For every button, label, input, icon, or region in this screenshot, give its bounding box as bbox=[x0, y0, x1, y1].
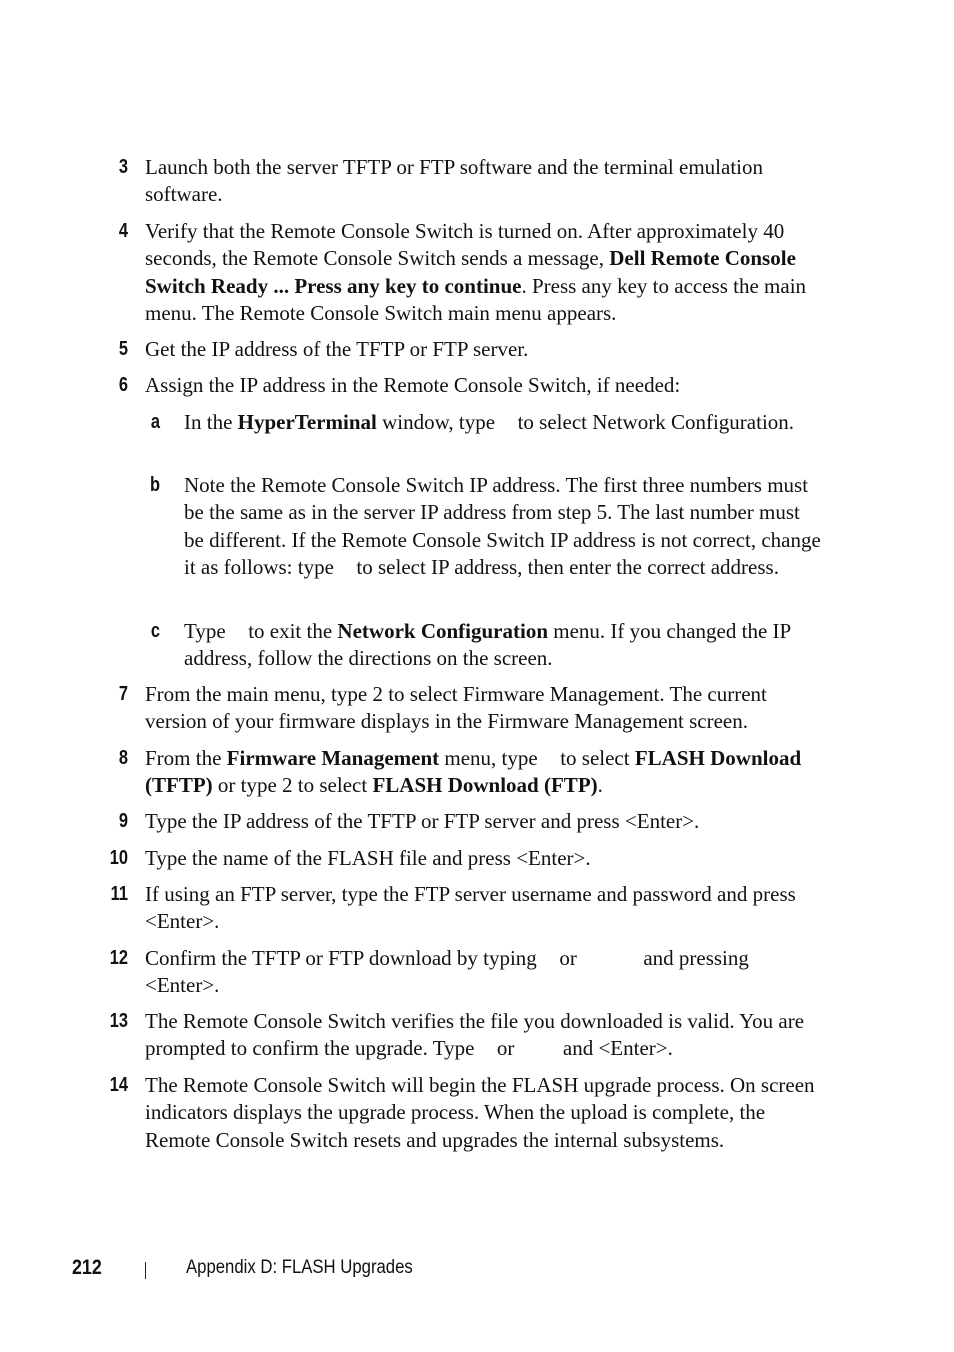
step-text: Launch both the server TFTP or FTP software and the terminal emulation software. bbox=[145, 155, 763, 207]
step-text: The Remote Console Switch will begin the FLASH upgrade process. On screen indicators displays the upgrade process. When the upload is complete, the Remote Console Switch resets and upgrades the internal subsystems. bbox=[145, 1073, 815, 1152]
step-number: 10 bbox=[109, 847, 128, 869]
text-run: In the bbox=[184, 410, 238, 434]
step-number: 9 bbox=[118, 810, 128, 832]
text-run: to exit the bbox=[242, 619, 338, 643]
bold-term: Firmware Management bbox=[226, 746, 440, 770]
step-number: 8 bbox=[118, 747, 128, 769]
text-run: Type bbox=[184, 619, 231, 643]
step-number: 3 bbox=[118, 156, 128, 178]
step-text: From the main menu, type 2 to select Firmware Management. The current version of your firmware displays in the Firmware Management screen. bbox=[145, 682, 767, 734]
text-run: to select bbox=[554, 746, 635, 770]
step-text bbox=[184, 409, 824, 436]
text-run: Confirm the TFTP or FTP download by typing bbox=[145, 946, 543, 970]
text-run: or bbox=[554, 946, 583, 970]
text-run: menu. If you changed the IP address, follow the directions on the screen. bbox=[184, 619, 791, 671]
step-number: 11 bbox=[110, 883, 128, 905]
text-run: menu, type bbox=[439, 746, 543, 770]
step-number: 14 bbox=[109, 1074, 128, 1096]
step-text bbox=[184, 472, 824, 581]
text-run: The Remote Console Switch verifies the file you downloaded is valid. You are prompted to confirm the upgrade. Type bbox=[145, 1009, 805, 1061]
step-text: Type the IP address of the TFTP or FTP server and press <Enter>. bbox=[145, 809, 700, 833]
step-text bbox=[145, 1008, 825, 1063]
bold-term: FLASH Download (TFTP) bbox=[145, 746, 802, 798]
substep-letter: b bbox=[149, 474, 160, 496]
step-text bbox=[145, 745, 825, 800]
step-text bbox=[145, 945, 825, 1000]
substep-letter: c bbox=[150, 620, 160, 642]
step-text bbox=[145, 218, 825, 327]
text-run: or bbox=[491, 1036, 520, 1061]
text-run: and pressing <Enter>. bbox=[145, 946, 749, 998]
step-number: 13 bbox=[109, 1010, 128, 1032]
text-run: From the bbox=[145, 746, 227, 770]
text-run: and <Enter>. bbox=[557, 1036, 673, 1061]
bold-term: Network Configuration bbox=[337, 619, 548, 643]
text-run: Note the Remote Console Switch IP address. The first three numbers must be the same as in the server IP address from step 5. The last number must be different. If the Remote Console Switch IP address is not correct, change it as follows: type bbox=[184, 473, 821, 579]
step-number: 7 bbox=[118, 683, 128, 705]
step-text bbox=[184, 618, 824, 673]
page-number: 212 bbox=[72, 1256, 102, 1279]
footer-section-title: Appendix D: FLASH Upgrades bbox=[186, 1257, 413, 1278]
text-run: Verify that the Remote Console Switch is turned on. After approximately 40 seconds, the Remote Console Switch sends a message, bbox=[145, 219, 785, 271]
step-text: Type the name of the FLASH file and press <Enter>. bbox=[145, 846, 591, 870]
bold-term: FLASH Download (FTP) bbox=[372, 773, 598, 798]
step-text: Assign the IP address in the Remote Console Switch, if needed: bbox=[145, 373, 681, 397]
text-run: or type 2 to select bbox=[212, 773, 373, 798]
footer-divider bbox=[145, 1262, 146, 1279]
bold-term: HyperTerminal bbox=[237, 410, 377, 434]
step-number: 5 bbox=[118, 338, 128, 360]
step-number: 4 bbox=[118, 220, 128, 242]
step-number: 12 bbox=[109, 947, 128, 969]
text-run: to select Network Configuration. bbox=[512, 410, 795, 434]
text-run: . Press any key to access the main menu. The Remote Console Switch main menu appears. bbox=[145, 273, 807, 325]
substep-letter: a bbox=[150, 411, 160, 433]
step-text: If using an FTP server, type the FTP server username and password and press <Enter>. bbox=[145, 882, 796, 934]
text-run: . bbox=[597, 773, 603, 798]
step-number: 6 bbox=[118, 374, 128, 396]
text-run: to select IP address, then enter the correct address. bbox=[351, 554, 779, 579]
step-text: Get the IP address of the TFTP or FTP server. bbox=[145, 337, 529, 361]
bold-message: Dell Remote Console Switch Ready ... Press any key to continue bbox=[145, 246, 796, 298]
text-run: window, type bbox=[376, 410, 501, 434]
